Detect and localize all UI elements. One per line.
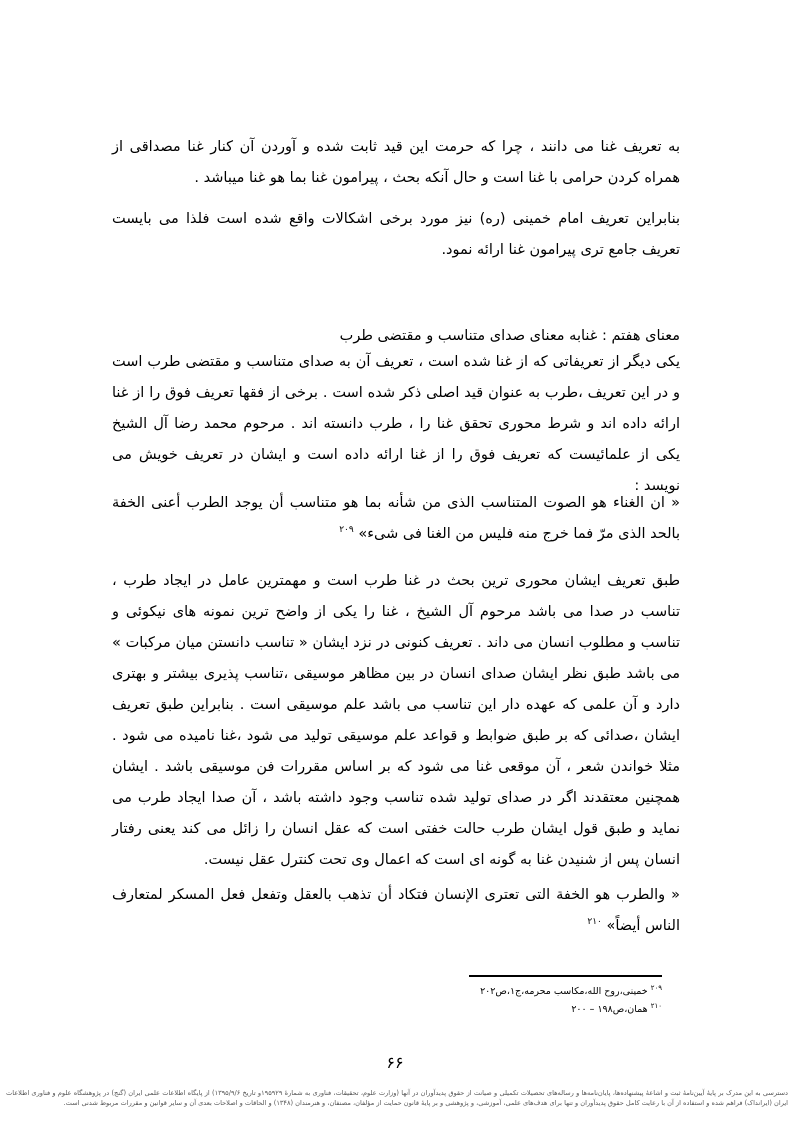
quotation [112,880,680,942]
section-heading-text: معنای هفتم : غنابه معنای صدای متناسب و مقتضی طرب [339,328,680,344]
footnote-separator [469,975,662,977]
section-heading [112,323,680,349]
footnote [400,1001,662,1019]
quotation-text: « والطرب هو الخفة التی تعتری الإنسان فتکاد أن تذهب بالعقل وتفعل فعل المسکر لمتعارف الناس أیضاً» [112,887,680,934]
paragraph-text: یکی دیگر از تعریفاتی که از غنا شده است ، تعریف آن به صدای متناسب و مقتضی طرب است و در این تعریف ،طرب به عنوان قید اصلی ذکر شده است . برخی از فقها تعریف فوق را از غنا ارائه داده اند و شرط محوری تحقق غنا را ، طرب دانسته اند . مرحوم محمد رضا آل الشیخ یکی از علمائیست که تعریف فوق را از غنا ارائه داده است و ایشان در تعریف خویش می نویسد : [112,354,680,494]
footnote-text: همان،ص۱۹۸ – ۲۰۰ [571,1004,648,1015]
footnote [400,983,662,1001]
body-paragraph [112,566,680,876]
footnote-number: ۲۰۹ [650,983,662,992]
quotation-text: « ان الغناء هو الصوت المتناسب الذی من شأنه بما هو متناسب أن یوجد الطرب أعنی الخفة بالحد الذی مرّ فما خرج منه فلیس من الغنا فی شیء» [112,495,680,542]
page-number: ۶۶ [386,1053,404,1072]
quotation-paragraph [112,488,680,550]
body-paragraph [112,132,680,194]
body-paragraph [112,204,680,266]
footnotes [400,983,662,1019]
paragraph-text: طبق تعریف ایشان محوری ترین بحث در غنا طرب است و مهمترین عامل در ایجاد طرب ، تناسب در صدا می باشد مرحوم آل الشیخ ، غنا را یکی از واضح ترین نمونه های نیکوئی و تناسب و مطلوب انسان می داند . تعریف کنونی در نزد ایشان « تناسب دانستن میان مرکبات » می باشد طبق نظر ایشان صدای انسان در بین مظاهر موسیقی ،تناسب پذیری بیشتر و بهتری دارد و آن علمی که عهده دار این تناسب می باشد علم موسیقی است . بنابراین طبق تعریف ایشان ،صدائی که بر طبق ضوابط و قواعد علم موسیقی تولید می شود ،غنا نامیده می شود . مثلا خواندن شعر ، آن موقعی غنا می شود که بر اساس مقررات فن موسیقی باشد . ایشان همچنین معتقدند اگر در صدای تولید شده تناسب وجود داشته باشد ، آن صدا ایجاد طرب می نماید و طبق قول ایشان طرب حالت خفتی است که عقل انسان را زائل می کند یعنی رفتار انسان پس از شنیدن غنا به گونه ای است که اعمال وی تحت کنترل عقل نیست. [112,573,680,868]
quotation-paragraph [112,880,680,942]
quotation [112,488,680,550]
paragraph-text: به تعریف غنا می دانند ، چرا که حرمت این قید ثابت شده و آوردن آن کنار غنا مصداقی از همراه کردن حرامی با غنا است و حال آنکه بحث ، پیرامون غنا بما هو غنا میباشد . [112,139,680,186]
paragraph-text: بنابراین تعریف امام خمینی (ره) نیز مورد برخی اشکالات واقع شده است فلذا می بایست تعریف جامع تری پیرامون غنا ارائه نمود. [112,211,680,258]
footnote-reference[interactable]: ۲۰۹ [339,525,354,536]
footnote-reference[interactable]: ۲۱۰ [587,917,602,928]
body-paragraph [112,347,680,502]
footnote-text: خمینی،روح الله،مکاسب محرمه،ج۱،ص۲۰۲ [480,986,648,997]
copyright-notice: دسترسی به این مدرک بر پایهٔ آیین‌نامهٔ ثبت و اشاعهٔ پیشنهاده‌ها، پایان‌نامه‌ها و رساله‌های تحصیلات تکمیلی و صیانت از حقوق پدیدآوران در آنها (وزارت علوم، تحقیقات، فناوری به شمارهٔ ۱۹۵۹۲۹و تاریخ ۱۳۹۵/۹/۶) از پایگاه اطلاعات علمی ایران (گنج) در پژوهشگاه علوم و فناوری اطلاعات ایران (ایرانداک) فراهم شده و استفاده از آن با رعایت کامل حقوق پدیدآوران و تنها برای هدف‌های علمی، آموزشی، و پژوهشی و بر پایهٔ قانون حمایت از مؤلفان، مصنفان، و هنرمندان (۱۳۴۸) و الحاقات و اصلاحات بعدی آن و سایر قوانین و مقررات مربوط شدنی است. [6,1089,788,1107]
footnote-number: ۲۱۰ [650,1001,662,1010]
